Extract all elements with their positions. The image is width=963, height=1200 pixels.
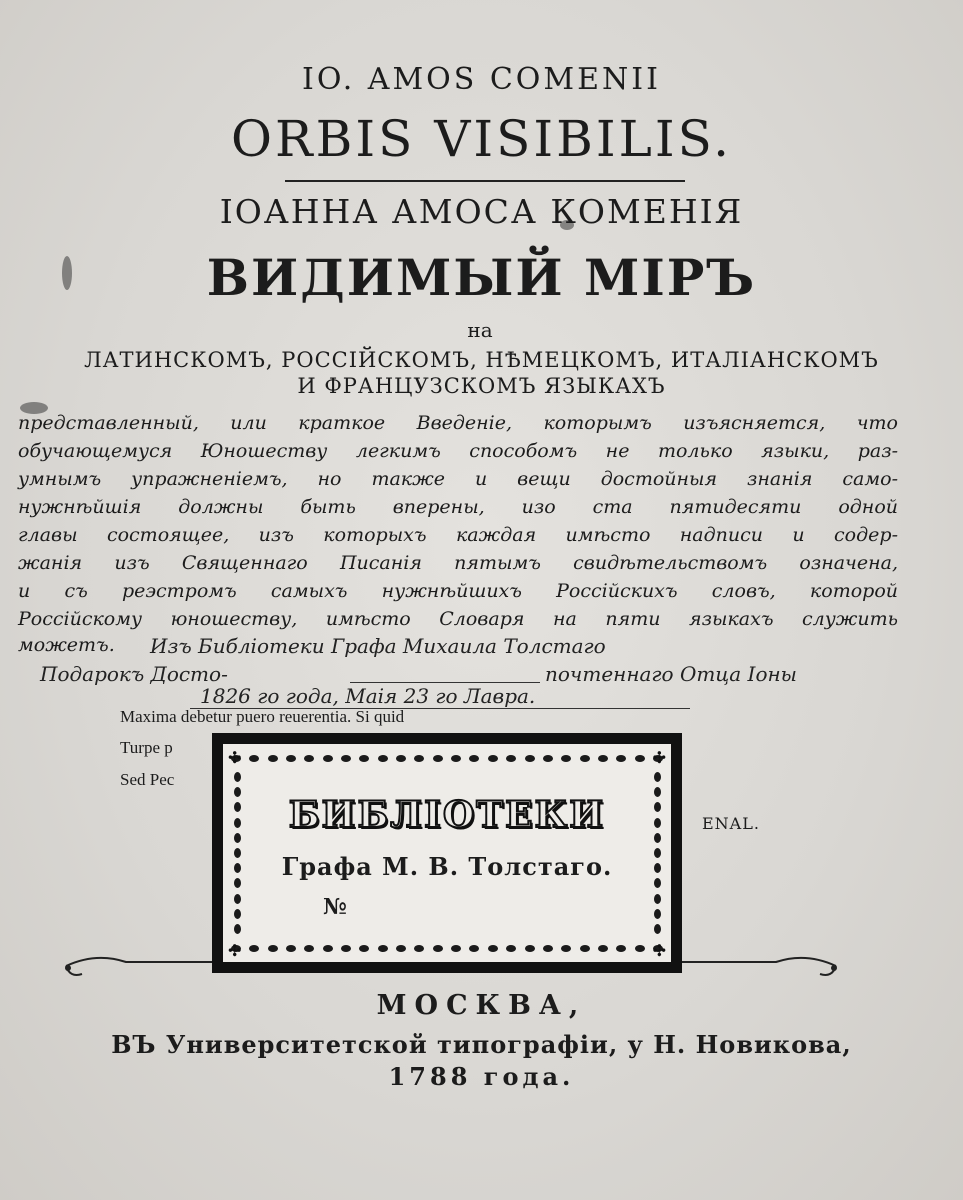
corner-ornament-icon: ✣: [652, 941, 666, 960]
divider-rule: [285, 180, 685, 182]
corner-ornament-icon: ✣: [228, 941, 242, 960]
bookplate-number-label: №: [323, 894, 347, 920]
imprint-press: ВЪ Университетской типографіи, у Н. Новикова,: [111, 1030, 852, 1059]
latin-title: ORBIS VISIBILIS.: [231, 110, 732, 168]
epigraph-line-2: Turpe p: [120, 738, 173, 757]
handwritten-inscription-line-2a: Подарокъ Досто-: [40, 662, 228, 686]
bookplate-bottom-ornament: [231, 940, 663, 956]
description-last-line: можетъ.: [18, 634, 115, 656]
corner-ornament-icon: ✣: [652, 748, 666, 767]
bookplate-owner: Графа М. В. Толстаго.: [281, 852, 613, 881]
bookplate-title: БИБЛІОТЕКИ: [288, 794, 606, 836]
imprint-year: 1788 года.: [388, 1062, 575, 1091]
description-line: умнымъ упражненіемъ, но также и вещи достойныя знанія само-: [18, 468, 898, 490]
description-line: и съ реэстромъ самыхъ нужнѣйшихъ Россійскихъ словъ, которой: [18, 580, 898, 602]
description-line: главы состоящее, изъ которыхъ каждая имѣсто надписи и содер-: [18, 524, 898, 546]
description-line: жанія изъ Священнаго Писанія пятымъ свидѣтельствомъ означена,: [18, 552, 898, 574]
russian-title: ВИДИМЫЙ МІРЪ: [206, 248, 757, 307]
epigraph-line-1: Maxima debetur puero reuerentia. Si quid: [120, 707, 405, 726]
bookplate-frame: [220, 741, 674, 965]
epigraph-line-3: Sed Pec: [120, 770, 175, 789]
languages-line-2: И ФРАНЦУЗСКОМЪ ЯЗЫКАХЪ: [297, 374, 666, 398]
epigraph-attribution: ENAL.: [702, 814, 760, 833]
bookplate: [212, 733, 682, 973]
preposition-na: на: [467, 318, 493, 342]
languages-line-1: ЛАТИНСКОМЪ, РОССІЙСКОМЪ, НѢМЕЦКОМЪ, ИТАЛІАНСКОМЪ: [84, 348, 879, 372]
description-line: Россійскому юношеству, имѣсто Словаря на пяти языкахъ служить: [18, 608, 898, 630]
description-line: обучающемуся Юношеству легкимъ способомъ не только языки, раз-: [18, 440, 898, 462]
handwritten-dash: [350, 682, 540, 683]
description-line: представленный, или краткое Введеніе, которымъ изъясняется, что: [18, 412, 898, 434]
russian-author: ІОАННА АМОСА КОМЕНІЯ: [219, 192, 744, 231]
latin-author: IO. AMOS COMENII: [302, 62, 661, 97]
bookplate-top-ornament: [231, 750, 663, 766]
handwritten-inscription-line-1: Изъ Библіотеки Графа Михаила Толстаго: [150, 634, 606, 658]
description-line: нужнѣйшія должны быть вперены, изо ста пятидесяти одной: [18, 496, 898, 518]
imprint-city: МОСКВА,: [376, 990, 587, 1021]
corner-ornament-icon: ✣: [228, 748, 242, 767]
handwritten-inscription-line-2b: почтеннаго Отца Іоны: [545, 662, 797, 686]
handwritten-inscription-line-3: 1826 го года, Маія 23 го Лавра.: [200, 684, 536, 708]
